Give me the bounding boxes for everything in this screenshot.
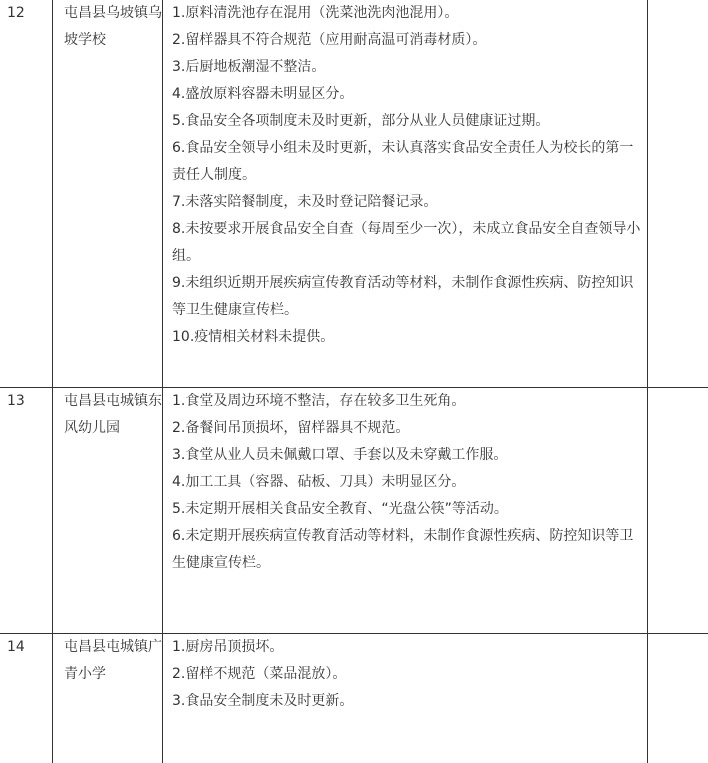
empty-cell	[648, 387, 708, 633]
issue-item: 3.后厨地板潮湿不整洁。	[172, 59, 326, 75]
issue-item: 1.厨房吊顶损坏。	[172, 638, 284, 655]
issue-item: 1.原料清洗池存在混用（洗菜池洗肉池混用）。	[172, 5, 459, 21]
issue-item: 9.未组织近期开展疾病宣传教育活动等材料，未制作食源性疾病、防控知识等卫生健康宣传栏。	[172, 275, 634, 318]
issues-cell	[163, 387, 648, 633]
issue-item: 10.疫情相关材料未提供。	[172, 329, 335, 345]
table-row	[0, 387, 708, 633]
issue-item: 6.未定期开展疾病宣传教育活动等材料，未制作食源性疾病、防控知识等卫生健康宣传栏。	[172, 527, 634, 571]
row-number: 12	[0, 0, 53, 387]
issue-item: 2.留样器具不符合规范（应用耐高温可消毒材质）。	[172, 32, 487, 48]
issue-item: 3.食品安全制度未及时更新。	[172, 692, 354, 709]
issue-item: 8.未按要求开展食品安全自查（每周至少一次），未成立食品安全自查领导小组。	[172, 221, 641, 264]
issues-cell	[163, 633, 648, 763]
issue-item: 1.食堂及周边环境不整洁，存在较多卫生死角。	[172, 392, 466, 409]
issue-item: 3.食堂从业人员未佩戴口罩、手套以及未穿戴工作服。	[172, 446, 508, 463]
issue-item: 5.未定期开展相关食品安全教育、“光盘公筷”等活动。	[172, 500, 508, 517]
row-number: 14	[0, 633, 53, 763]
school-name	[53, 633, 163, 763]
issue-item: 4.盛放原料容器未明显区分。	[172, 86, 354, 102]
table-row	[0, 633, 708, 763]
issue-item: 5.食品安全各项制度未及时更新，部分从业人员健康证过期。	[172, 113, 550, 129]
row-number: 13	[0, 387, 53, 633]
school-name	[53, 387, 163, 633]
school-name-text: 屯昌县屯城镇东风幼儿园	[64, 392, 162, 436]
issue-item: 7.未落实陪餐制度，未及时登记陪餐记录。	[172, 194, 438, 210]
school-name-text: 屯昌县乌坡镇乌坡学校	[64, 5, 162, 48]
issues-cell	[163, 0, 648, 387]
empty-cell	[648, 633, 708, 763]
school-name-text: 屯昌县屯城镇广青小学	[64, 638, 162, 682]
school-name	[53, 0, 163, 387]
issue-item: 4.加工工具（容器、砧板、刀具）未明显区分。	[172, 473, 466, 490]
empty-cell	[648, 0, 708, 387]
issue-item: 6.食品安全领导小组未及时更新，未认真落实食品安全责任人为校长的第一责任人制度。	[172, 140, 634, 183]
issue-item: 2.备餐间吊顶损坏，留样器具不规范。	[172, 419, 410, 436]
issue-item: 2.留样不规范（菜品混放）。	[172, 665, 347, 682]
